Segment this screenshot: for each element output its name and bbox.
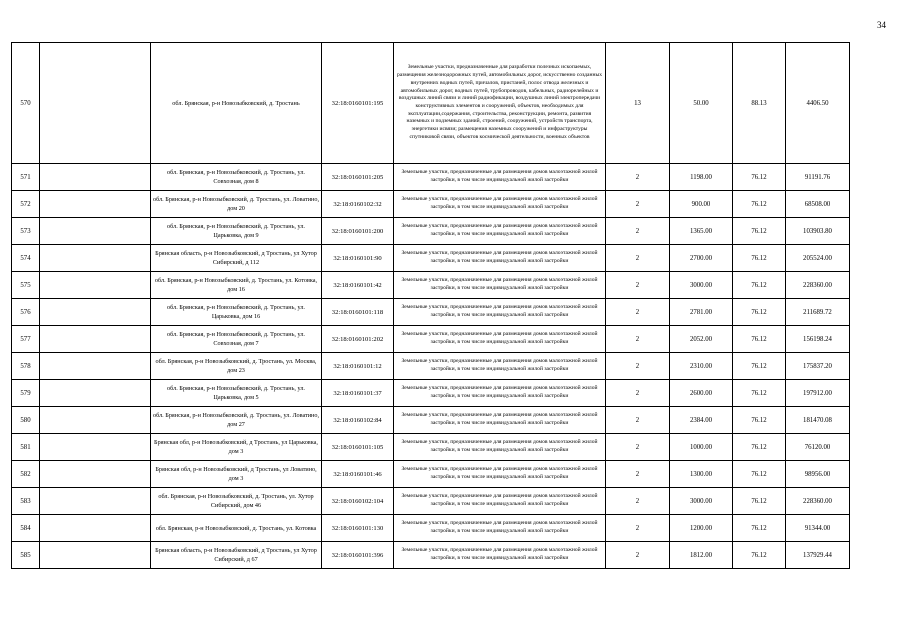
row-number: 580 — [12, 407, 40, 434]
blank-cell — [40, 542, 151, 569]
address-cell: обл. Брянская, р-н Новозыбковский, д. Тростань, ул. Совхозная, дом 7 — [151, 326, 322, 353]
permitted-use-cell: Земельные участки, предназначенные для размещения домов малоэтажной жилой застройки, в том числе индивидуальной жилой застройки — [394, 191, 606, 218]
category-code-cell: 2 — [606, 515, 670, 542]
area-cell: 2310.00 — [670, 353, 733, 380]
area-cell: 2384.00 — [670, 407, 733, 434]
table-row — [12, 434, 850, 461]
address-cell: обл. Брянская, р-н Новозыбковский, д. Тростань, ул. Царьковка, дом 16 — [151, 299, 322, 326]
blank-cell — [40, 191, 151, 218]
blank-cell — [40, 245, 151, 272]
cadastral-cost-cell: 68508.00 — [786, 191, 850, 218]
table-row — [12, 515, 850, 542]
permitted-use-cell: Земельные участки, предназначенные для размещения домов малоэтажной жилой застройки, в том числе индивидуальной жилой застройки — [394, 407, 606, 434]
area-cell: 900.00 — [670, 191, 733, 218]
area-cell: 1365.00 — [670, 218, 733, 245]
blank-cell — [40, 380, 151, 407]
category-code-cell: 2 — [606, 434, 670, 461]
address-cell: Брянская обл, р-н Новозыбковский, д Тростань, ул Ловатино, дом 3 — [151, 461, 322, 488]
permitted-use-cell: Земельные участки, предназначенные для размещения домов малоэтажной жилой застройки, в том числе индивидуальной жилой застройки — [394, 434, 606, 461]
specific-value-cell: 76.12 — [733, 380, 786, 407]
area-cell: 1198.00 — [670, 164, 733, 191]
address-cell: обл. Брянская, р-н Новозыбковский, д. Тростань — [151, 43, 322, 164]
blank-cell — [40, 353, 151, 380]
cadastral-cost-cell: 228360.00 — [786, 488, 850, 515]
cadastral-number-cell: 32:18:0160101:200 — [322, 218, 394, 245]
category-code-cell: 2 — [606, 191, 670, 218]
cadastral-cost-cell: 98956.00 — [786, 461, 850, 488]
area-cell: 50.00 — [670, 43, 733, 164]
address-cell: обл. Брянская, р-н Новозыбковский, д. Тростань, ул. Хутор Сибирский, дом 46 — [151, 488, 322, 515]
permitted-use-cell: Земельные участки, предназначенные для размещения домов малоэтажной жилой застройки, в том числе индивидуальной жилой застройки — [394, 380, 606, 407]
table-row — [12, 272, 850, 299]
cadastral-number-cell: 32:18:0160101:90 — [322, 245, 394, 272]
permitted-use-cell: Земельные участки, предназначенные для размещения домов малоэтажной жилой застройки, в том числе индивидуальной жилой застройки — [394, 542, 606, 569]
area-cell: 2052.00 — [670, 326, 733, 353]
cadastral-cost-cell: 103903.80 — [786, 218, 850, 245]
area-cell: 2700.00 — [670, 245, 733, 272]
cadastral-number-cell: 32:18:0160101:195 — [322, 43, 394, 164]
row-number: 574 — [12, 245, 40, 272]
permitted-use-cell: Земельные участки, предназначенные для размещения домов малоэтажной жилой застройки, в том числе индивидуальной жилой застройки — [394, 272, 606, 299]
blank-cell — [40, 461, 151, 488]
blank-cell — [40, 434, 151, 461]
table-row — [12, 299, 850, 326]
category-code-cell: 2 — [606, 326, 670, 353]
category-code-cell: 2 — [606, 353, 670, 380]
address-cell: обл. Брянская, р-н Новозыбковский, д. Тростань, ул. Ловатино, дом 27 — [151, 407, 322, 434]
cadastral-number-cell: 32:18:0160101:46 — [322, 461, 394, 488]
blank-cell — [40, 43, 151, 164]
cadastral-cost-cell: 175837.20 — [786, 353, 850, 380]
category-code-cell: 2 — [606, 164, 670, 191]
area-cell: 2600.00 — [670, 380, 733, 407]
blank-cell — [40, 515, 151, 542]
cadastral-cost-cell: 76120.00 — [786, 434, 850, 461]
table-row — [12, 164, 850, 191]
category-code-cell: 2 — [606, 218, 670, 245]
cadastral-number-cell: 32:18:0160101:130 — [322, 515, 394, 542]
specific-value-cell: 76.12 — [733, 515, 786, 542]
row-number: 573 — [12, 218, 40, 245]
permitted-use-cell: Земельные участки, предназначенные для размещения домов малоэтажной жилой застройки, в том числе индивидуальной жилой застройки — [394, 353, 606, 380]
table-row — [12, 326, 850, 353]
area-cell: 3000.00 — [670, 272, 733, 299]
table-row — [12, 407, 850, 434]
specific-value-cell: 76.12 — [733, 326, 786, 353]
cadastral-cost-cell: 137929.44 — [786, 542, 850, 569]
address-cell: Брянская область, р-н Новозыбковский, д Тростань, ул Хутор Сибирский, д 67 — [151, 542, 322, 569]
specific-value-cell: 76.12 — [733, 407, 786, 434]
specific-value-cell: 76.12 — [733, 245, 786, 272]
page-number: 34 — [877, 20, 886, 30]
row-number: 576 — [12, 299, 40, 326]
specific-value-cell: 88.13 — [733, 43, 786, 164]
specific-value-cell: 76.12 — [733, 434, 786, 461]
cadastral-number-cell: 32:18:0160102:104 — [322, 488, 394, 515]
address-cell: обл. Брянская, р-н Новозыбковский, д. Тростань, ул. Москва, дом 23 — [151, 353, 322, 380]
cadastral-number-cell: 32:18:0160101:202 — [322, 326, 394, 353]
category-code-cell: 2 — [606, 461, 670, 488]
table-row — [12, 43, 850, 164]
table-body — [12, 43, 850, 569]
cadastral-number-cell: 32:18:0160101:205 — [322, 164, 394, 191]
blank-cell — [40, 218, 151, 245]
blank-cell — [40, 488, 151, 515]
table-row — [12, 218, 850, 245]
permitted-use-cell: Земельные участки, предназначенные для разработки полезных ископаемых, размещения железнодорожных путей, автомобильных дорог, искусственно созданных внутренних водных путей, причалов, пристаней, полос отвода железных и автомобильных дорог, водных путей, трубопроводов, кабельных, радиорелейных и воздушных линий связи и линий радиофикации, воздушных линий электропередачи конструктивных элементов и сооружений, объектов, необходимых для эксплуатации,содержания, строительства, реконструкции, ремонта, развития наземных и подземных зданий, строений, сооружений, устройств транспорта, энергетики исвязи; размещения наземных сооружений и инфраструктуры спутниковой связи, объектов космической деятельности, военных объектов — [394, 43, 606, 164]
area-cell: 2781.00 — [670, 299, 733, 326]
permitted-use-cell: Земельные участки, предназначенные для размещения домов малоэтажной жилой застройки, в том числе индивидуальной жилой застройки — [394, 245, 606, 272]
category-code-cell: 2 — [606, 488, 670, 515]
row-number: 578 — [12, 353, 40, 380]
row-number: 585 — [12, 542, 40, 569]
blank-cell — [40, 272, 151, 299]
table-row — [12, 353, 850, 380]
specific-value-cell: 76.12 — [733, 164, 786, 191]
specific-value-cell: 76.12 — [733, 461, 786, 488]
cadastral-number-cell: 32:18:0160101:12 — [322, 353, 394, 380]
address-cell: обл. Брянская, р-н Новозыбковский, д. Тростань, ул. Совхозная, дом 8 — [151, 164, 322, 191]
table-row — [12, 461, 850, 488]
blank-cell — [40, 326, 151, 353]
row-number: 579 — [12, 380, 40, 407]
area-cell: 3000.00 — [670, 488, 733, 515]
address-cell: обл. Брянская, р-н Новозыбковский, д. Тростань, ул. Котовка, дом 16 — [151, 272, 322, 299]
cadastral-number-cell: 32:18:0160101:42 — [322, 272, 394, 299]
cadastral-cost-cell: 156198.24 — [786, 326, 850, 353]
row-number: 581 — [12, 434, 40, 461]
specific-value-cell: 76.12 — [733, 218, 786, 245]
table-row — [12, 488, 850, 515]
cadastral-cost-cell: 197912.00 — [786, 380, 850, 407]
cadastral-number-cell: 32:18:0160101:396 — [322, 542, 394, 569]
category-code-cell: 2 — [606, 407, 670, 434]
specific-value-cell: 76.12 — [733, 191, 786, 218]
row-number: 584 — [12, 515, 40, 542]
blank-cell — [40, 407, 151, 434]
category-code-cell: 2 — [606, 245, 670, 272]
address-cell: обл. Брянская, р-н Новозыбковский, д. Тростань, ул. Котовка — [151, 515, 322, 542]
category-code-cell: 2 — [606, 542, 670, 569]
address-cell: Брянская область, р-н Новозыбковский, д Тростань, ул Хутор Сибирский, д 112 — [151, 245, 322, 272]
specific-value-cell: 76.12 — [733, 272, 786, 299]
row-number: 582 — [12, 461, 40, 488]
row-number: 571 — [12, 164, 40, 191]
specific-value-cell: 76.12 — [733, 488, 786, 515]
cadastral-number-cell: 32:18:0160101:37 — [322, 380, 394, 407]
category-code-cell: 2 — [606, 380, 670, 407]
address-cell: Брянская обл, р-н Новозыбковский, д Тростань, ул Царьковка, дом 3 — [151, 434, 322, 461]
cadastral-cost-cell: 211689.72 — [786, 299, 850, 326]
table-row — [12, 191, 850, 218]
row-number: 575 — [12, 272, 40, 299]
cadastral-cost-cell: 91344.00 — [786, 515, 850, 542]
area-cell: 1000.00 — [670, 434, 733, 461]
category-code-cell: 2 — [606, 299, 670, 326]
permitted-use-cell: Земельные участки, предназначенные для размещения домов малоэтажной жилой застройки, в том числе индивидуальной жилой застройки — [394, 299, 606, 326]
cadastral-number-cell: 32:18:0160102:84 — [322, 407, 394, 434]
permitted-use-cell: Земельные участки, предназначенные для размещения домов малоэтажной жилой застройки, в том числе индивидуальной жилой застройки — [394, 515, 606, 542]
specific-value-cell: 76.12 — [733, 542, 786, 569]
permitted-use-cell: Земельные участки, предназначенные для размещения домов малоэтажной жилой застройки, в том числе индивидуальной жилой застройки — [394, 218, 606, 245]
cadastral-cost-cell: 91191.76 — [786, 164, 850, 191]
category-code-cell: 2 — [606, 272, 670, 299]
specific-value-cell: 76.12 — [733, 353, 786, 380]
land-registry-table — [11, 42, 850, 569]
row-number: 572 — [12, 191, 40, 218]
specific-value-cell: 76.12 — [733, 299, 786, 326]
table-row — [12, 245, 850, 272]
address-cell: обл. Брянская, р-н Новозыбковский, д. Тростань, ул. Царьковка, дом 5 — [151, 380, 322, 407]
cadastral-cost-cell: 205524.00 — [786, 245, 850, 272]
blank-cell — [40, 299, 151, 326]
area-cell: 1300.00 — [670, 461, 733, 488]
category-code-cell: 13 — [606, 43, 670, 164]
address-cell: обл. Брянская, р-н Новозыбковский, д. Тростань, ул. Ловатино, дом 20 — [151, 191, 322, 218]
permitted-use-cell: Земельные участки, предназначенные для размещения домов малоэтажной жилой застройки, в том числе индивидуальной жилой застройки — [394, 326, 606, 353]
permitted-use-cell: Земельные участки, предназначенные для размещения домов малоэтажной жилой застройки, в том числе индивидуальной жилой застройки — [394, 461, 606, 488]
permitted-use-cell: Земельные участки, предназначенные для размещения домов малоэтажной жилой застройки, в том числе индивидуальной жилой застройки — [394, 488, 606, 515]
cadastral-cost-cell: 4406.50 — [786, 43, 850, 164]
cadastral-number-cell: 32:18:0160101:105 — [322, 434, 394, 461]
cadastral-number-cell: 32:18:0160102:32 — [322, 191, 394, 218]
area-cell: 1200.00 — [670, 515, 733, 542]
permitted-use-cell: Земельные участки, предназначенные для размещения домов малоэтажной жилой застройки, в том числе индивидуальной жилой застройки — [394, 164, 606, 191]
table-row — [12, 542, 850, 569]
row-number: 583 — [12, 488, 40, 515]
cadastral-cost-cell: 181470.08 — [786, 407, 850, 434]
address-cell: обл. Брянская, р-н Новозыбковский, д. Тростань, ул. Царьковка, дом 9 — [151, 218, 322, 245]
cadastral-cost-cell: 228360.00 — [786, 272, 850, 299]
row-number: 577 — [12, 326, 40, 353]
blank-cell — [40, 164, 151, 191]
cadastral-number-cell: 32:18:0160101:118 — [322, 299, 394, 326]
row-number: 570 — [12, 43, 40, 164]
area-cell: 1812.00 — [670, 542, 733, 569]
table-row — [12, 380, 850, 407]
